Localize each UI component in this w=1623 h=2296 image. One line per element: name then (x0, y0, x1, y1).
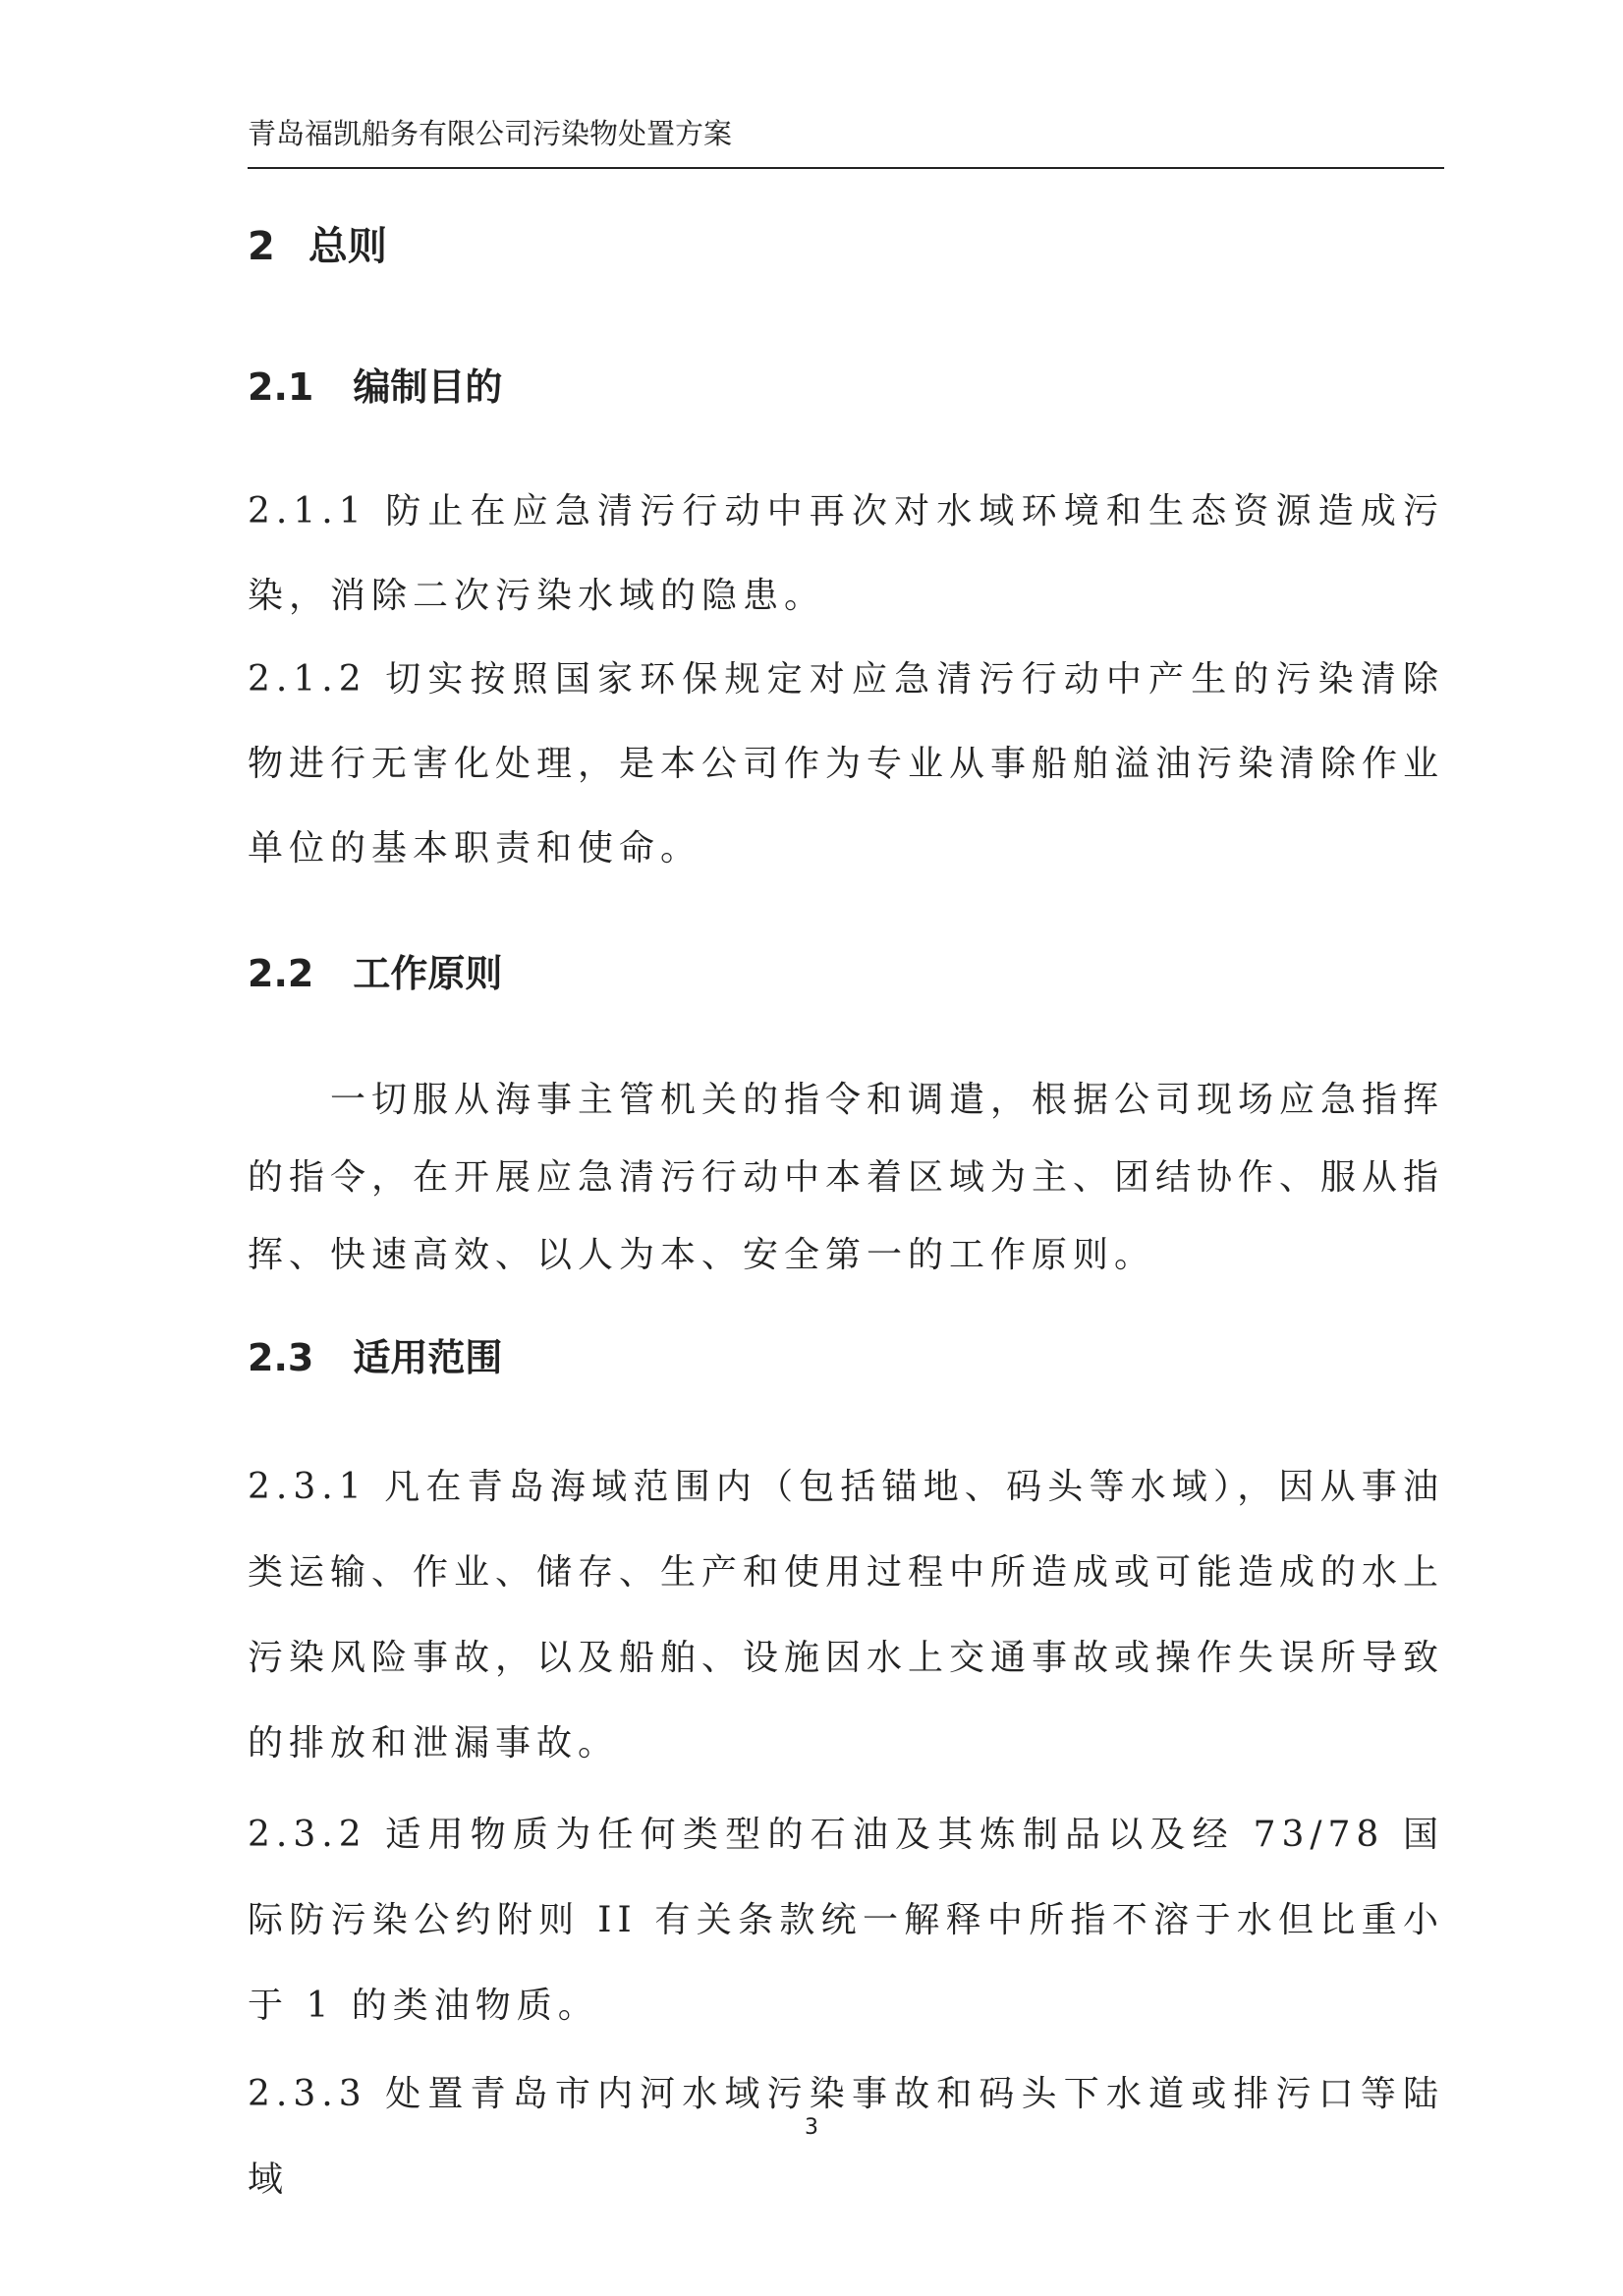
paragraph-2-3-1: 2.3.1 凡在青岛海域范围内（包括锚地、码头等水域），因从事油类运输、作业、储存、生产和使用过程中所造成或可能造成的水上污染风险事故，以及船舶、设施因水上交通事故或操作失误所导致的排放和泄漏事故。 (248, 1467, 1445, 1764)
paragraph-2-3-2: 2.3.2 适用物质为任何类型的石油及其炼制品以及经 73/78 国际防污染公约附则 II 有关条款统一解释中所指不溶于水但比重小于 1 的类油物质。 (248, 1815, 1444, 2026)
section-heading-2-3 (248, 1332, 502, 1383)
section-number: 2.2 (248, 952, 314, 995)
section-title: 编制目的 (353, 365, 503, 409)
paragraph-2-1-1: 2.1.1 防止在应急清污行动中再次对水域环境和生态资源造成污染，消除二次污染水域的隐患。 (248, 491, 1444, 616)
section-title: 适用范围 (353, 1336, 503, 1379)
section-title: 工作原则 (353, 952, 503, 995)
chapter-number: 2 (248, 224, 275, 269)
chapter-heading (248, 220, 387, 273)
page-header-title: 青岛福凯船务有限公司污染物处置方案 (248, 117, 733, 150)
page-number: 3 (805, 2115, 818, 2140)
header-divider (248, 167, 1444, 169)
paragraph-work-principle: 一切服从海事主管机关的指令和调遣，根据公司现场应急指挥的指令，在开展应急清污行动中本着区域为主、团结协作、服从指挥、快速高效、以人为本、安全第一的工作原则。 (248, 1080, 1445, 1275)
section-number: 2.1 (248, 365, 314, 409)
section-number: 2.3 (248, 1336, 314, 1379)
paragraph-2-1-2: 2.1.2 切实按照国家环保规定对应急清污行动中产生的污染清除物进行无害化处理，是本公司作为专业从事船舶溢油污染清除作业单位的基本职责和使命。 (248, 659, 1445, 868)
chapter-title: 总则 (308, 224, 387, 269)
section-heading-2-2 (248, 948, 502, 999)
paragraph-2-3-3: 2.3.3 处置青岛市内河水域污染事故和码头下水道或排污口等陆域 (248, 2074, 1444, 2200)
section-heading-2-1 (248, 362, 502, 413)
